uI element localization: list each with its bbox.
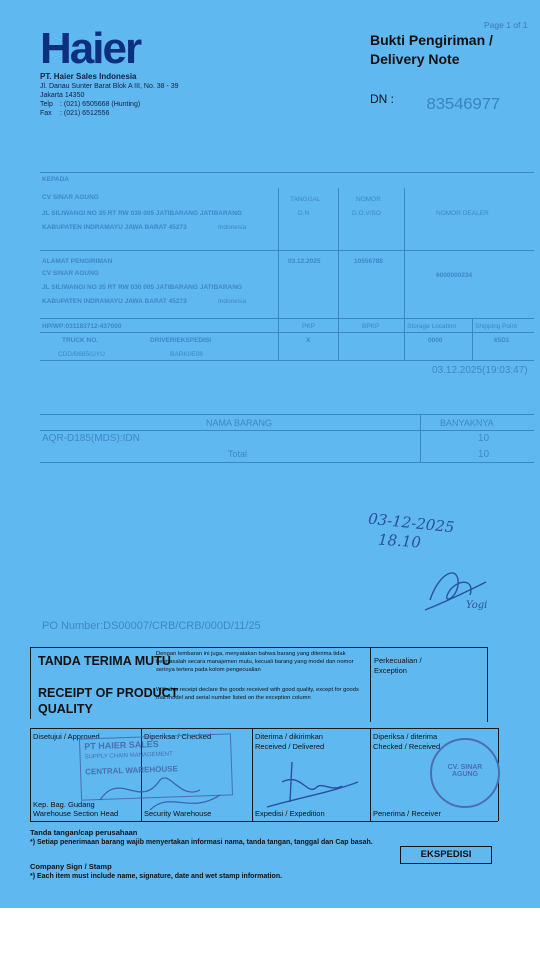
exception-divider [370, 647, 371, 722]
rule-truck-bottom [40, 360, 534, 361]
security-label: Security Warehouse [144, 809, 212, 818]
stamp-company: PT HAIER SALES [84, 738, 159, 752]
expedition-signature [262, 752, 362, 818]
delivery-date: 03.12.2025 [288, 258, 321, 265]
dealer-number: 6000000234 [436, 272, 473, 279]
telp-label: Telp [40, 101, 53, 108]
tanda-terima-title: TANDA TERIMA MUTU [38, 654, 171, 668]
print-timestamp: 03.12.2025(19:03:47) [432, 365, 528, 376]
col-divider-1 [278, 188, 279, 360]
nama-barang-label: NAMA BARANG [206, 418, 273, 428]
sig-col-2 [252, 728, 253, 821]
items-rule-top [40, 414, 534, 415]
exception-label-2: Exception [374, 666, 407, 675]
dn-label: DN : [370, 92, 394, 106]
receiver-round-stamp [430, 738, 500, 808]
recipient-address2: KABUPATEN INDRAMAYU JAWA BARAT 45273 [42, 224, 187, 231]
po-number: PO Number:DS00007/CRB/CRB/000D/11/25 [42, 620, 261, 632]
alamat-label: ALAMAT PENGIRIMAN [42, 258, 113, 265]
handwritten-date: 03-12-2025 [367, 509, 456, 537]
storage-label: Storage Location [407, 323, 457, 330]
fax-value: : (021) 6512556 [60, 110, 110, 117]
tanda-terima-text: Dengan lembaran ini juga, menyatakan bahwa barang yang diterima tidak bermasalah secara manajemen mutu, kecuali barang yang model dan nomor serinya tertera pada kolom pengecualian [156, 651, 354, 674]
storage-value: 0000 [428, 337, 443, 344]
company-sign-label: Company Sign / Stamp [30, 862, 112, 871]
shipping-label: Shipping Point [475, 323, 517, 330]
receipt-left-bracket [30, 647, 31, 719]
recipient-name: CV SINAR AGUNG [42, 194, 99, 201]
handwritten-time: 18.10 [377, 530, 422, 552]
delivery-country: Indonesia [218, 298, 247, 305]
driver-label: DRIVER/EKSPEDISI [150, 337, 212, 344]
col-divider-3 [404, 188, 405, 360]
items-rule-bottom [40, 462, 534, 463]
nomor-label: NOMOR [356, 196, 381, 203]
recipient-address1: JL SILIWANGI NO 35 RT RW 030 005 JATIBARANG JATIBARANG [42, 210, 242, 217]
receipt-title-2: QUALITY [38, 702, 93, 716]
shipping-value: 65D1 [494, 337, 510, 344]
nomor-dealer-label: NOMOR DEALER [436, 210, 489, 217]
rule-top [40, 172, 534, 173]
pkp-value: X [306, 337, 311, 344]
haier-logo: Haier [40, 24, 141, 73]
items-col-divider [420, 414, 421, 462]
kepada-label: KEPADA [42, 176, 69, 183]
total-label: Total [228, 449, 248, 459]
company-name: PT. Haier Sales Indonesia [40, 72, 137, 81]
received-label-2: Checked / Received [373, 742, 441, 751]
stamp-department: SUPPLY CHAIN MANAGEMENT [84, 751, 173, 761]
rule-hp [40, 318, 534, 319]
doc-title-line2: Delivery Note [370, 51, 460, 67]
company-city: Jakarta 14350 [40, 92, 85, 99]
expedition-label: Expedisi / Expedition [255, 809, 325, 818]
tanda-cap-label: Tanda tangan/cap perusahaan [30, 828, 138, 837]
tanggal-sub: D.N [298, 210, 310, 217]
driver-value: BARKI/E08 [170, 351, 203, 358]
footer-note-2: *) Each item must include name, signature, date and wet stamp information. [30, 873, 283, 880]
banyaknya-label: BANYAKNYA [440, 418, 494, 428]
delivery-name: CV SINAR AGUNG [42, 270, 99, 277]
exception-label-1: Perkecualian / [374, 656, 422, 665]
telp-value: : (021) 6505668 (Hunting) [60, 101, 141, 108]
items-rule-head [40, 430, 534, 431]
truck-label: TRUCK NO. [62, 337, 99, 344]
item-qty: 10 [478, 433, 490, 444]
sig-rule-top [30, 728, 498, 729]
rule-truck-top [40, 332, 534, 333]
footer-note-1: *) Setiap penerimaan barang wajib menyertakan informasi nama, tanda tangan, tanggal dan Cap basah. [30, 839, 373, 846]
head-label-1: Kep. Bag. Gudang [33, 800, 95, 809]
receipt-text: With this receipt declare the goods received with good quality, except for goods that model and serial number listed on the exception column [156, 687, 359, 702]
receiver-label: Penerima / Receiver [373, 809, 441, 818]
recipient-country: Indonesia [218, 224, 247, 231]
company-address: Jl. Danau Sunter Barat Blok A III, No. 38 - 39 [40, 83, 179, 90]
receiver-signature [420, 560, 490, 620]
rule-mid [40, 250, 534, 251]
item-name: AQR-D185(MDS):IDN [42, 433, 140, 444]
sig-col-3 [370, 728, 371, 821]
doc-title-line1: Bukti Pengiriman / [370, 32, 493, 48]
col-divider-4 [472, 318, 473, 360]
nomor-sub: D.O.V/SO [352, 210, 381, 217]
receipt-title-1: RECEIPT OF PRODUCT [38, 686, 179, 700]
head-label-2: Warehouse Section Head [33, 809, 119, 818]
dn-number: 83546977 [426, 96, 500, 115]
delivery-address1: JL SILIWANGI NO 35 RT RW 030 005 JATIBARANG JATIBARANG [42, 284, 242, 291]
hp-wp: HP/WP:031183712-437000 [42, 323, 122, 330]
delivered-label-1: Diterima / dikirimkan [255, 732, 323, 741]
tanggal-label: TANGGAL [290, 196, 321, 203]
receipt-right-edge [487, 647, 488, 722]
pkp-label: PKP [302, 323, 316, 330]
round-stamp-text: CV. SINAR AGUNG [447, 764, 483, 778]
bpkp-label: BPKP [362, 323, 380, 330]
page-number: Page 1 of 1 [484, 20, 528, 30]
col-divider-2 [338, 188, 339, 360]
approved-label: Disetujui / Approved [33, 732, 100, 741]
stamp-warehouse: CENTRAL WAREHOUSE [84, 764, 178, 777]
receipt-rule-top [30, 647, 488, 648]
sig-col-0 [30, 728, 31, 821]
checked-label: Diperiksa / Checked [144, 732, 212, 741]
delivery-address2: KABUPATEN INDRAMAYU JAWA BARAT 45273 [42, 298, 187, 305]
so-number: 10556788 [354, 258, 383, 265]
fax-label: Fax [40, 110, 52, 117]
signature-name: Yogi [466, 600, 488, 611]
delivered-label-2: Received / Delivered [255, 742, 325, 751]
sig-rule-bottom [30, 821, 498, 822]
truck-value: CDD/B6850JYU [58, 351, 105, 358]
copy-label-box: EKSPEDISI [400, 846, 492, 864]
warehouse-signatures [90, 760, 240, 820]
total-value: 10 [478, 449, 490, 460]
received-label-1: Diperiksa / diterima [373, 732, 438, 741]
